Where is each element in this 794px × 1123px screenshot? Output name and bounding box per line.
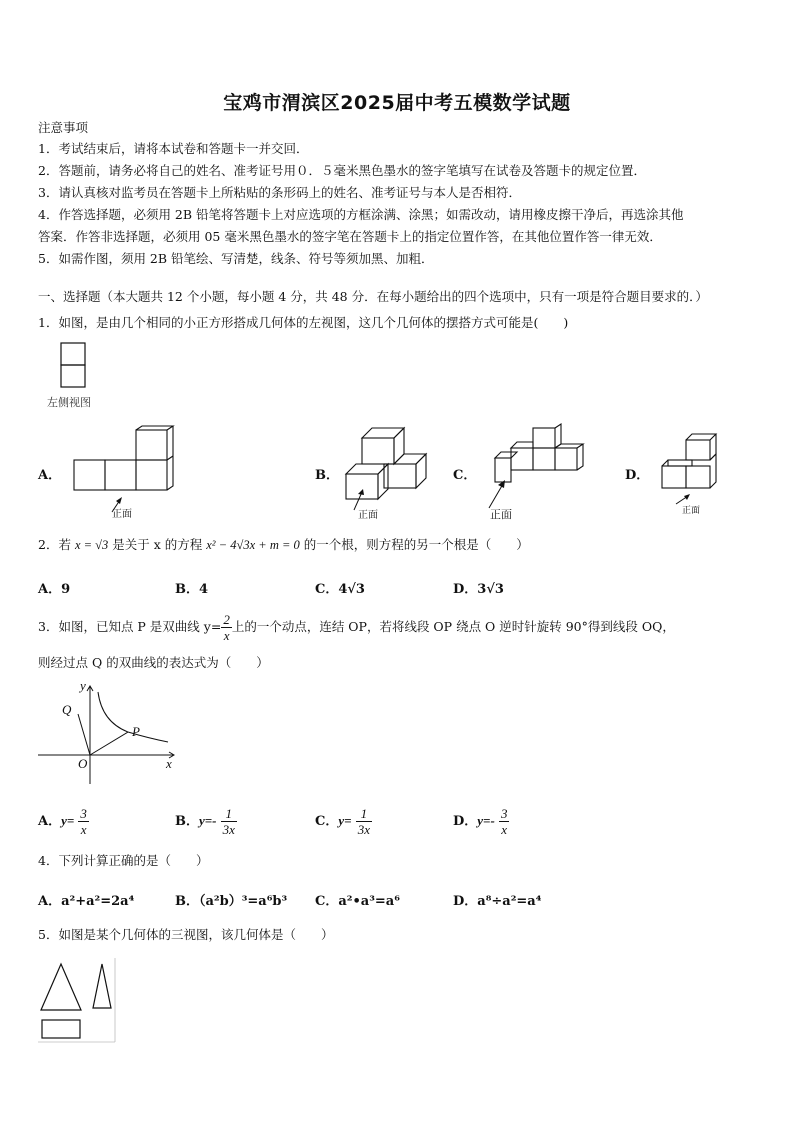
notice-item: 1．考试结束后，请将本试卷和答题卡一并交回． [38,141,309,156]
point-q-label: Q [62,702,72,717]
origin-label: O [78,756,88,771]
q2-root: x = √3 [74,538,109,552]
axis-y-label: y [80,678,86,693]
notice-item: 答案．作答非选择题，必须用 05 毫米黑色墨水的签字笔在答题卡上的指定位置作答，在其他位置作答一律无效． [38,229,662,244]
question-1-stem: 1．如图，是由几个相同的小正方形搭成几何体的左视图，这几个几何体的摆搭方式可能是( ) [38,315,569,330]
front-label: 正面 [112,509,132,520]
q3-fraction: $\frac{2}{x}$ [223,612,230,643]
option-c-figure [485,424,595,519]
front-label: 正面 [490,508,512,521]
q4-option-c: C．a²•a³=a⁶ [315,894,400,909]
q3-option-a: A．y= $\frac{3}{x}$ [38,806,87,837]
hyperbola-graph [36,680,186,790]
notice-item: 4．作答选择题，必须用 2B 铅笔将答题卡上对应选项的方框涂满、涂黑；如需改动，请用橡皮擦干净后，再选涂其他 [38,207,684,222]
q2-prefix: 2．若 [38,537,71,552]
question-2-stem [38,537,529,553]
q3-option-d: D．y=- $\frac{3}{x}$ [453,806,508,837]
q2-mid: 是关于 x 的方程 [112,537,203,552]
q2-equation: x² − 4√3x + m = 0 [206,538,300,552]
notice-item: 5．如需作图，须用 2B 铅笔绘、写清楚，线条、符号等须加黑、加粗． [38,251,434,266]
point-p-label: P [132,724,140,739]
option-b-figure [342,424,437,519]
notice-heading: 注意事项 [38,120,89,135]
option-d-label: D． [625,468,650,483]
q2-option-a: A．9 [38,582,71,597]
q4-option-a: A．a²+a²=2a⁴ [38,894,135,909]
q3-option-c: C．y= $\frac{1}{3x}$ [315,806,370,837]
front-label: 正面 [358,510,378,521]
option-b-label: B． [315,468,339,483]
q2-option-d: D．3√3 [453,582,504,597]
q2-suffix: 的一个根，则方程的另一个根是（ ） [303,537,529,552]
q2-option-b: B．4 [175,582,209,597]
q4-option-d: D．a⁸÷a²=a⁴ [453,894,542,909]
left-view-figure [60,342,100,392]
q3-text-a: 3．如图，已知点 P 是双曲线 y= [38,619,222,634]
option-a-label: A． [38,468,62,483]
front-label: 正面 [682,506,701,516]
question-3-stem [38,612,675,643]
q4-option-b: B．（a²b）³=a⁶b³ [175,894,288,909]
question-4-stem: 4．下列计算正确的是（ ） [38,853,209,868]
question-3-line2: 则经过点 Q 的双曲线的表达式为（ ） [38,655,269,670]
notice-item: 3．请认真核对监考员在答题卡上所粘贴的条形码上的姓名、准考证号与本人是否相符． [38,185,521,200]
axis-x-label: x [166,756,172,771]
section-heading: 一、选择题（本大题共 12 个小题，每小题 4 分，共 48 分．在每小题给出的四个选项中，只有一项是符合题目要求的．） [38,289,708,304]
option-c-label: C． [453,468,477,483]
question-5-stem: 5．如图是某个几何体的三视图，该几何体是（ ） [38,927,334,942]
three-view-figure [38,958,128,1048]
page-title: 宝鸡市渭滨区2025届中考五模数学试题 [223,92,571,114]
q2-option-c: C．4√3 [315,582,365,597]
q3-text-b: 上的一个动点，连结 OP，若将线段 OP 绕点 O 逆时针旋转 90°得到线段 OQ， [231,619,675,634]
q3-option-b: B．y=- $\frac{1}{3x}$ [175,806,235,837]
left-view-label: 左侧视图 [47,396,91,409]
notice-item: 2．答题前，请务必将自己的姓名、准考证号用０．５毫米黑色墨水的签字笔填写在试卷及答题卡的规定位置． [38,163,646,178]
